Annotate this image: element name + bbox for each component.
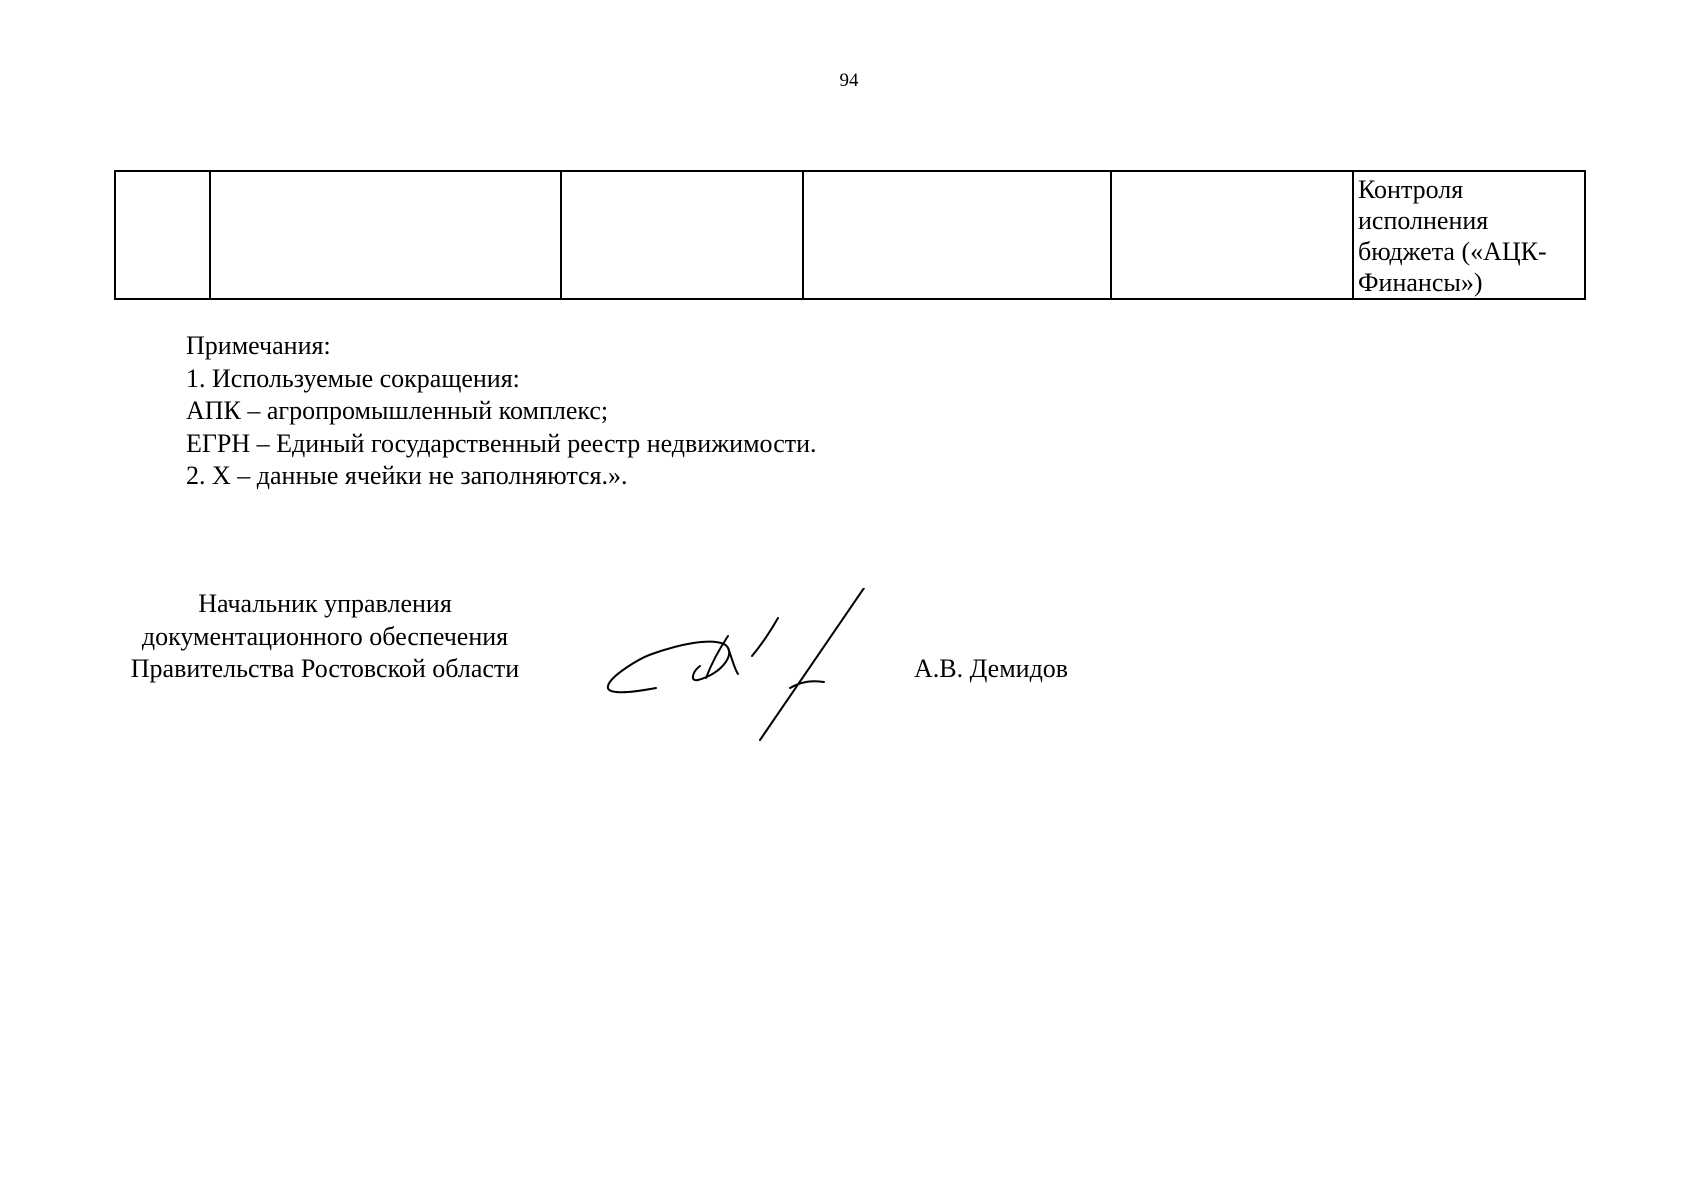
notes-line: ЕГРН – Единый государственный реестр недвижимости. — [186, 428, 817, 458]
table-row — [115, 171, 1585, 299]
notes-line: 1. Используемые сокращения: — [186, 363, 520, 393]
table-cell-4 — [803, 171, 1111, 299]
table-cell-2 — [210, 171, 561, 299]
notes-line: 2. Х – данные ячейки не заполняются.». — [186, 461, 628, 490]
handwritten-signature-icon — [600, 588, 890, 748]
continuation-table — [114, 170, 1586, 300]
notes-heading: Примечания: — [186, 331, 331, 360]
notes-section — [186, 330, 817, 493]
table-cell-6: Контроля исполнения бюджета («АЦК-Финансы») — [1353, 171, 1585, 299]
page-number: 94 — [839, 70, 859, 91]
signatory-line: Правительства Ростовской области — [130, 654, 520, 683]
table-cell-1 — [115, 171, 210, 299]
signatory-position — [110, 588, 540, 686]
signatory-line: документационного обеспечения — [141, 621, 509, 651]
signatory-line: Начальник управления — [198, 589, 452, 618]
table-cell-5 — [1111, 171, 1353, 299]
signer-name: А.В. Демидов — [914, 654, 1069, 683]
notes-line: АПК – агропромышленный комплекс; — [186, 396, 609, 425]
table-cell-3 — [561, 171, 803, 299]
